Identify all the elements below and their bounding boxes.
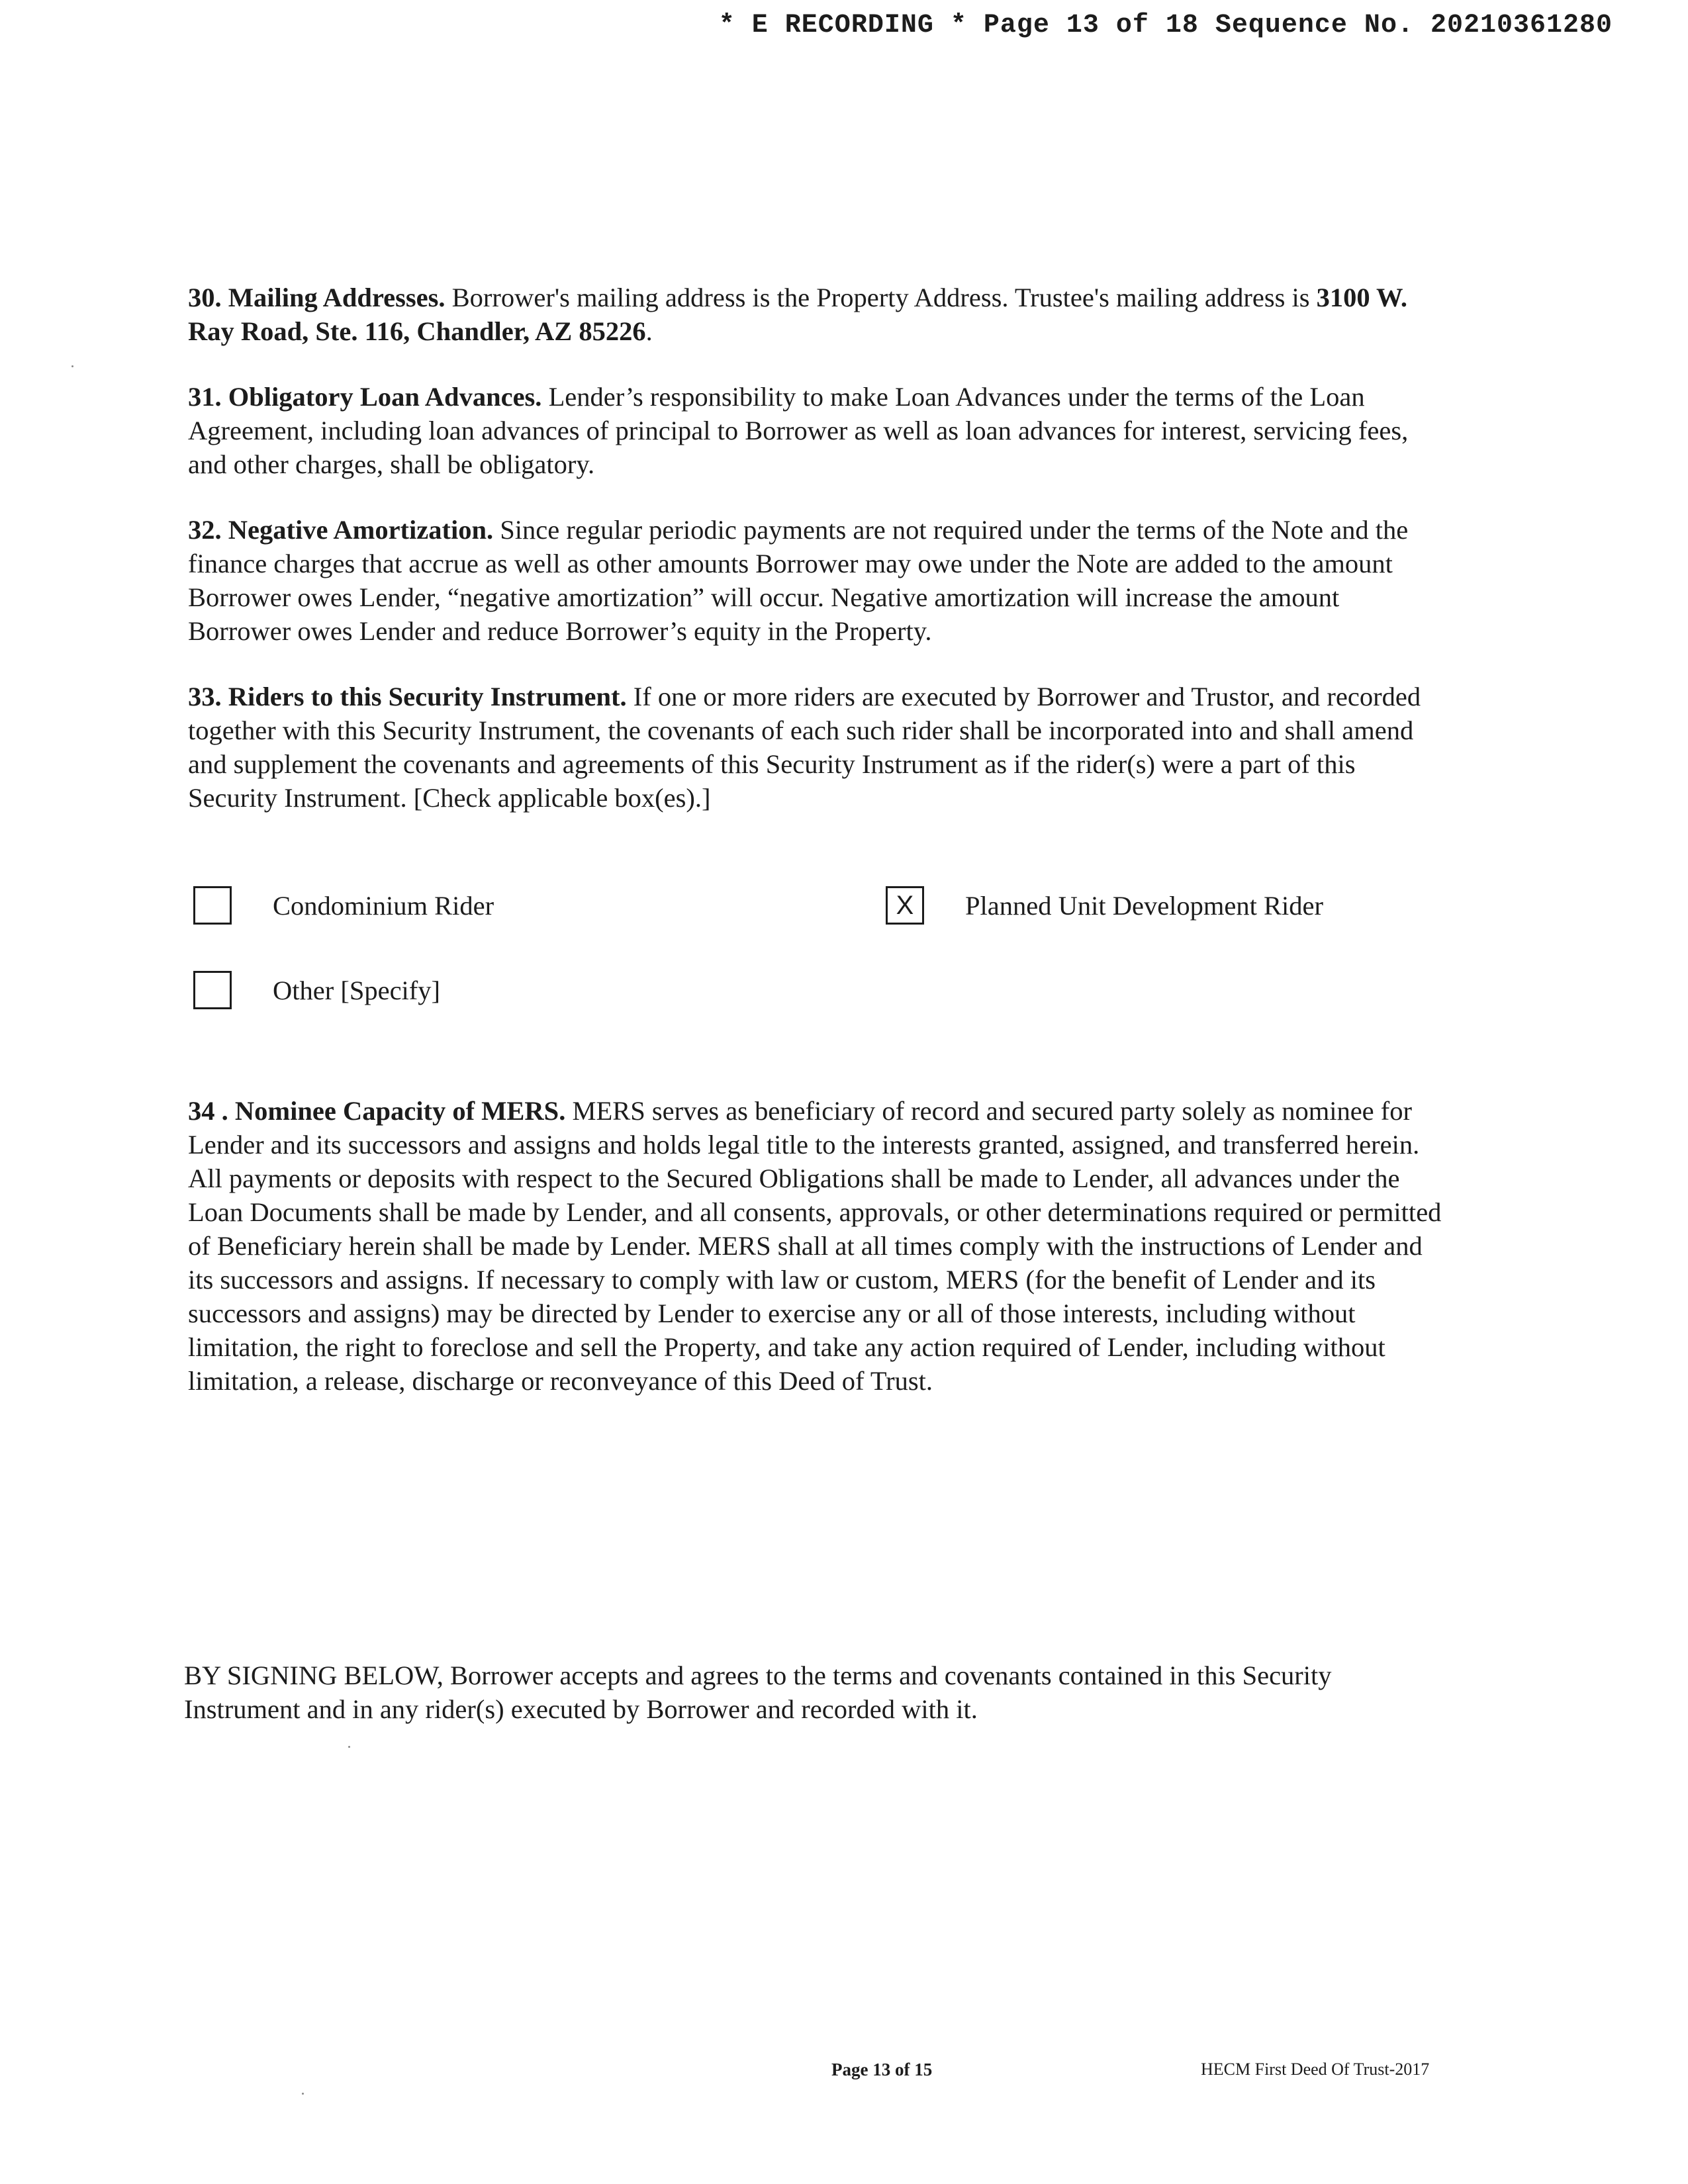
section-33-text: If one or more riders are executed by Borrower and Trustor, and recorded together with this Security Instrument, the covenants of each such rider shall be incorporated into and shall amend and supplement the covenants and agreements of this Security Instrument as if the rider(s) were a part of this Security Instrument. [Check applicable box(es).] (188, 682, 1421, 813)
pud-rider-checkbox[interactable]: X (886, 886, 924, 925)
recording-header: * E RECORDING * Page 13 of 18 Sequence No. 20210361280 (718, 11, 1613, 40)
section-30-heading: 30. Mailing Addresses. (188, 283, 445, 312)
trustee-address: 3100 W. Ray Road, Ste. 116, Chandler, AZ 85226 (188, 283, 1407, 346)
scan-speck (71, 365, 73, 367)
scan-speck (348, 1746, 350, 1748)
section-34-text: MERS serves as beneficiary of record and secured party solely as nominee for Lender and its successors and assigns and holds legal title to the interests granted, assigned, and transferred herein. All payments or deposits with respect to the Secured Obligations shall be made to Lender, all advances under the Loan Documents shall be made by Lender, and all consents, approvals, or other determinations required or permitted of Beneficiary herein shall be made by Lender. MERS shall at all times comply with the instructions of Lender and its successors and assigns. If necessary to comply with law or custom, MERS (for the benefit of Lender and its successors and assigns) may be directed by Lender to exercise any or all of those interests, including without limitation, the right to foreclose and sell the Property, and take any action required of Lender, including without limitation, a release, discharge or reconveyance of this Deed of Trust. (188, 1096, 1442, 1396)
pud-rider-option[interactable] (886, 884, 1323, 927)
section-34-nominee-capacity-mers (188, 1094, 1446, 1398)
footer-form-name: HECM First Deed Of Trust-2017 (1201, 2060, 1430, 2079)
other-rider-checkbox[interactable] (193, 971, 232, 1009)
section-30-mailing-addresses (188, 281, 1446, 348)
rider-checkboxes (188, 884, 1446, 1016)
signing-statement: BY SIGNING BELOW, Borrower accepts and agrees to the terms and covenants contained in this Security Instrument and in any rider(s) executed by Borrower and recorded with it. (184, 1661, 1332, 1724)
condominium-rider-checkbox[interactable] (193, 886, 232, 925)
section-31-obligatory-loan-advances (188, 380, 1446, 481)
section-34-heading: 34 . Nominee Capacity of MERS. (188, 1096, 566, 1126)
document-body (188, 281, 1446, 1430)
other-rider-label: Other [Specify] (273, 975, 441, 1005)
footer-page-number: Page 13 of 15 (831, 2060, 933, 2079)
scan-speck (302, 2093, 304, 2095)
other-rider-option[interactable] (193, 968, 440, 1012)
section-30-end: . (645, 316, 653, 346)
section-33-riders (188, 680, 1446, 815)
condominium-rider-option[interactable] (193, 884, 494, 927)
section-30-text: Borrower's mailing address is the Property Address. Trustee's mailing address is (445, 283, 1317, 312)
section-32-negative-amortization (188, 513, 1446, 648)
condominium-rider-label: Condominium Rider (273, 890, 494, 921)
section-32-text: Since regular periodic payments are not required under the terms of the Note and the finance charges that accrue as well as other amounts Borrower may owe under the Note are added to the amount Borrower owes Lender, “negative amortization” will occur. Negative amortization will increase the amount Borrower owes Lender and reduce Borrower’s equity in the Property. (188, 515, 1409, 646)
section-31-heading: 31. Obligatory Loan Advances. (188, 382, 542, 412)
section-33-heading: 33. Riders to this Security Instrument. (188, 682, 627, 711)
section-32-heading: 32. Negative Amortization. (188, 515, 494, 545)
section-31-text: Lender’s responsibility to make Loan Advances under the terms of the Loan Agreement, including loan advances of principal to Borrower as well as loan advances for interest, servicing fees, and other charges, shall be obligatory. (188, 382, 1409, 479)
pud-rider-label: Planned Unit Development Rider (965, 890, 1324, 921)
